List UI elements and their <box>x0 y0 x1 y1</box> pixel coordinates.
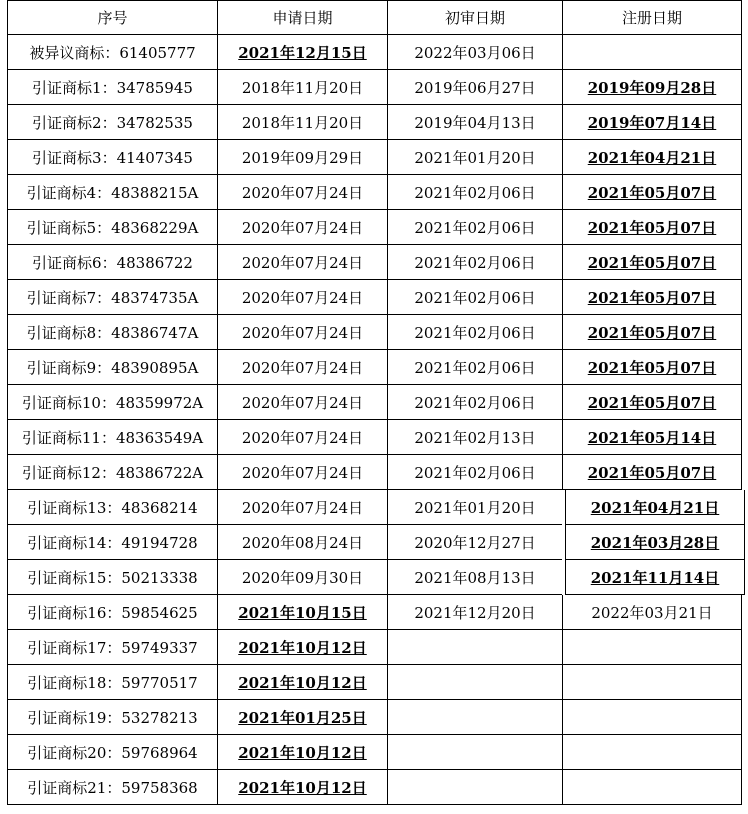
cell-preliminary-date <box>387 280 562 315</box>
table-row <box>7 280 742 315</box>
cell-registration-date <box>562 245 742 280</box>
cell-trademark-id <box>7 35 217 70</box>
cell-application-date <box>217 280 387 315</box>
cell-registration-date <box>562 455 742 490</box>
table-row <box>7 70 742 105</box>
cell-preliminary-date-text: 2021年02月06日 <box>414 183 536 202</box>
cell-trademark-id-text: 引证商标17：59749337 <box>27 638 198 657</box>
cell-preliminary-date <box>387 315 562 350</box>
cell-application-date <box>217 315 387 350</box>
cell-trademark-id-text: 引证商标16：59854625 <box>27 603 198 622</box>
cell-preliminary-date-text: 2021年02月06日 <box>414 253 536 272</box>
cell-application-date-text: 2021年10月12日 <box>238 638 367 657</box>
cell-application-date-text: 2021年10月15日 <box>238 603 367 622</box>
cell-registration-date <box>562 420 742 455</box>
table-row <box>7 35 742 70</box>
cell-trademark-id <box>7 280 217 315</box>
table-row <box>7 525 742 560</box>
cell-trademark-id <box>7 455 217 490</box>
cell-application-date <box>217 350 387 385</box>
cell-application-date-text: 2020年08月24日 <box>241 533 364 552</box>
cell-trademark-id-text: 引证商标19：53278213 <box>27 708 198 727</box>
cell-trademark-id <box>7 70 217 105</box>
cell-registration-date <box>562 35 742 70</box>
cell-application-date-text: 2021年01月25日 <box>238 708 367 727</box>
cell-preliminary-date-text: 2019年06月27日 <box>414 78 536 97</box>
cell-registration-date-text: 2022年03月21日 <box>591 603 713 622</box>
cell-trademark-id-text: 引证商标15：50213338 <box>27 568 198 587</box>
cell-registration-date <box>565 560 745 595</box>
cell-trademark-id <box>7 315 217 350</box>
cell-application-date <box>217 560 387 595</box>
cell-application-date <box>217 210 387 245</box>
header-preliminary-date: 初审日期 <box>387 0 562 35</box>
table-header-row <box>7 0 742 35</box>
cell-application-date <box>217 770 387 805</box>
cell-preliminary-date <box>387 700 562 735</box>
cell-application-date-text: 2021年12月15日 <box>238 43 367 62</box>
cell-trademark-id <box>7 700 217 735</box>
cell-registration-date <box>565 525 745 560</box>
cell-registration-date <box>562 210 742 245</box>
cell-trademark-id-text: 引证商标2：34782535 <box>32 113 193 132</box>
table-row <box>7 350 742 385</box>
cell-trademark-id-text: 引证商标14：49194728 <box>27 533 198 552</box>
cell-trademark-id <box>7 140 217 175</box>
cell-application-date <box>217 105 387 140</box>
cell-preliminary-date-text: 2021年08月13日 <box>414 568 536 587</box>
cell-preliminary-date <box>387 770 562 805</box>
cell-preliminary-date-text: 2021年12月20日 <box>414 603 536 622</box>
cell-registration-date <box>562 385 742 420</box>
cell-preliminary-date <box>387 560 562 595</box>
cell-trademark-id-text: 引证商标10：48359972A <box>21 393 204 412</box>
cell-application-date <box>217 175 387 210</box>
table-row <box>7 420 742 455</box>
cell-registration-date <box>562 630 742 665</box>
cell-registration-date-text: 2021年05月07日 <box>587 393 717 412</box>
table-row <box>7 315 742 350</box>
cell-trademark-id-text: 引证商标20：59768964 <box>27 743 198 762</box>
cell-trademark-id-text: 引证商标9：48390895A <box>26 358 199 377</box>
cell-trademark-id-text: 引证商标13：48368214 <box>27 498 198 517</box>
cell-registration-date-text: 2021年03月28日 <box>590 533 720 552</box>
table-row <box>7 560 742 595</box>
cell-application-date-text: 2020年07月24日 <box>241 183 364 202</box>
table-body <box>7 35 742 805</box>
cell-trademark-id-text: 被异议商标：61405777 <box>29 43 196 62</box>
cell-preliminary-date <box>387 70 562 105</box>
cell-application-date-text: 2021年10月12日 <box>238 743 367 762</box>
cell-registration-date <box>562 350 742 385</box>
cell-preliminary-date <box>387 245 562 280</box>
table-row <box>7 245 742 280</box>
cell-preliminary-date <box>387 105 562 140</box>
cell-preliminary-date-text: 2020年12月27日 <box>414 533 536 552</box>
cell-trademark-id-text: 引证商标12：48386722A <box>21 463 204 482</box>
cell-registration-date <box>565 490 745 525</box>
cell-registration-date <box>562 770 742 805</box>
cell-preliminary-date <box>387 735 562 770</box>
cell-trademark-id-text: 引证商标11：48363549A <box>21 428 204 447</box>
cell-trademark-id <box>7 735 217 770</box>
table-row <box>7 700 742 735</box>
cell-trademark-id-text: 引证商标6：48386722 <box>32 253 193 272</box>
cell-preliminary-date <box>387 385 562 420</box>
cell-trademark-id-text: 引证商标8：48386747A <box>26 323 199 342</box>
cell-application-date-text: 2020年07月24日 <box>241 463 364 482</box>
cell-application-date <box>217 245 387 280</box>
cell-registration-date <box>562 175 742 210</box>
table-row <box>7 770 742 805</box>
cell-application-date-text: 2020年07月24日 <box>241 428 364 447</box>
cell-trademark-id <box>7 525 217 560</box>
table-row <box>7 140 742 175</box>
cell-trademark-id-text: 引证商标1：34785945 <box>32 78 193 97</box>
cell-application-date-text: 2018年11月20日 <box>241 113 364 132</box>
table-row <box>7 210 742 245</box>
cell-registration-date-text: 2021年05月07日 <box>587 323 717 342</box>
cell-application-date-text: 2018年11月20日 <box>241 78 364 97</box>
cell-application-date-text: 2020年07月24日 <box>241 498 364 517</box>
cell-trademark-id <box>7 630 217 665</box>
cell-preliminary-date <box>387 455 562 490</box>
cell-registration-date-text: 2021年05月07日 <box>587 253 717 272</box>
cell-trademark-id <box>7 350 217 385</box>
cell-application-date <box>217 525 387 560</box>
cell-trademark-id <box>7 420 217 455</box>
cell-preliminary-date-text: 2022年03月06日 <box>414 43 536 62</box>
cell-preliminary-date-text: 2021年01月20日 <box>414 498 536 517</box>
table-row <box>7 735 742 770</box>
cell-trademark-id <box>7 770 217 805</box>
cell-application-date <box>217 455 387 490</box>
cell-trademark-id-text: 引证商标4：48388215A <box>26 183 199 202</box>
cell-preliminary-date <box>387 35 562 70</box>
cell-registration-date-text: 2021年05月14日 <box>587 428 717 447</box>
cell-trademark-id <box>7 210 217 245</box>
cell-registration-date-text: 2019年09月28日 <box>587 78 717 97</box>
header-application-date: 申请日期 <box>217 0 387 35</box>
cell-registration-date-text: 2021年05月07日 <box>587 463 717 482</box>
cell-preliminary-date-text: 2021年02月13日 <box>414 428 536 447</box>
cell-application-date <box>217 700 387 735</box>
cell-trademark-id <box>7 595 217 630</box>
cell-application-date <box>217 140 387 175</box>
cell-application-date-text: 2020年09月30日 <box>241 568 364 587</box>
cell-application-date-text: 2020年07月24日 <box>241 323 364 342</box>
cell-preliminary-date <box>387 490 562 525</box>
table-row <box>7 665 742 700</box>
cell-registration-date-text: 2021年05月07日 <box>587 358 717 377</box>
table-row <box>7 385 742 420</box>
cell-application-date <box>217 385 387 420</box>
cell-preliminary-date-text: 2019年04月13日 <box>414 113 536 132</box>
cell-preliminary-date-text: 2021年02月06日 <box>414 463 536 482</box>
cell-registration-date <box>562 280 742 315</box>
cell-preliminary-date <box>387 665 562 700</box>
table-row <box>7 105 742 140</box>
table-row <box>7 630 742 665</box>
cell-preliminary-date-text: 2021年02月06日 <box>414 218 536 237</box>
cell-registration-date-text: 2021年04月21日 <box>587 148 717 167</box>
table-row <box>7 490 742 525</box>
cell-trademark-id-text: 引证商标21：59758368 <box>27 778 198 797</box>
table-row <box>7 175 742 210</box>
cell-application-date-text: 2020年07月24日 <box>241 358 364 377</box>
cell-preliminary-date <box>387 175 562 210</box>
cell-registration-date <box>562 735 742 770</box>
cell-preliminary-date-text: 2021年02月06日 <box>414 358 536 377</box>
cell-application-date-text: 2020年07月24日 <box>241 288 364 307</box>
cell-application-date-text: 2021年10月12日 <box>238 673 367 692</box>
cell-registration-date <box>562 700 742 735</box>
cell-registration-date-text: 2021年04月21日 <box>590 498 720 517</box>
cell-application-date <box>217 735 387 770</box>
trademark-dates-table <box>7 0 742 805</box>
cell-preliminary-date-text: 2021年02月06日 <box>414 288 536 307</box>
cell-registration-date <box>562 140 742 175</box>
cell-registration-date <box>562 70 742 105</box>
cell-preliminary-date-text: 2021年01月20日 <box>414 148 536 167</box>
cell-trademark-id <box>7 105 217 140</box>
cell-registration-date-text: 2021年11月14日 <box>590 568 720 587</box>
cell-registration-date-text: 2021年05月07日 <box>587 288 717 307</box>
cell-registration-date <box>562 315 742 350</box>
cell-preliminary-date <box>387 630 562 665</box>
cell-registration-date <box>562 665 742 700</box>
cell-trademark-id-text: 引证商标5：48368229A <box>26 218 199 237</box>
cell-application-date <box>217 70 387 105</box>
cell-registration-date <box>562 105 742 140</box>
cell-trademark-id <box>7 560 217 595</box>
cell-trademark-id <box>7 175 217 210</box>
cell-preliminary-date <box>387 140 562 175</box>
cell-application-date <box>217 35 387 70</box>
cell-trademark-id <box>7 385 217 420</box>
cell-preliminary-date <box>387 210 562 245</box>
table-row <box>7 595 742 630</box>
cell-preliminary-date-text: 2021年02月06日 <box>414 323 536 342</box>
cell-application-date <box>217 595 387 630</box>
cell-trademark-id-text: 引证商标7：48374735A <box>26 288 199 307</box>
cell-application-date <box>217 630 387 665</box>
cell-application-date-text: 2020年07月24日 <box>241 393 364 412</box>
cell-application-date-text: 2020年07月24日 <box>241 218 364 237</box>
cell-preliminary-date <box>387 350 562 385</box>
cell-trademark-id <box>7 245 217 280</box>
cell-preliminary-date <box>387 420 562 455</box>
cell-trademark-id <box>7 665 217 700</box>
cell-trademark-id-text: 引证商标3：41407345 <box>32 148 193 167</box>
cell-trademark-id-text: 引证商标18：59770517 <box>27 673 198 692</box>
header-registration-date: 注册日期 <box>562 0 742 35</box>
cell-application-date <box>217 665 387 700</box>
cell-registration-date-text: 2021年05月07日 <box>587 218 717 237</box>
cell-preliminary-date <box>387 595 562 630</box>
table-row <box>7 455 742 490</box>
cell-application-date-text: 2021年10月12日 <box>238 778 367 797</box>
cell-registration-date <box>562 595 742 630</box>
cell-application-date-text: 2020年07月24日 <box>241 253 364 272</box>
cell-registration-date-text: 2019年07月14日 <box>587 113 717 132</box>
cell-preliminary-date-text: 2021年02月06日 <box>414 393 536 412</box>
header-serial: 序号 <box>7 0 217 35</box>
cell-preliminary-date <box>387 525 562 560</box>
cell-trademark-id <box>7 490 217 525</box>
cell-application-date <box>217 420 387 455</box>
cell-registration-date-text: 2021年05月07日 <box>587 183 717 202</box>
cell-application-date-text: 2019年09月29日 <box>241 148 364 167</box>
cell-application-date <box>217 490 387 525</box>
